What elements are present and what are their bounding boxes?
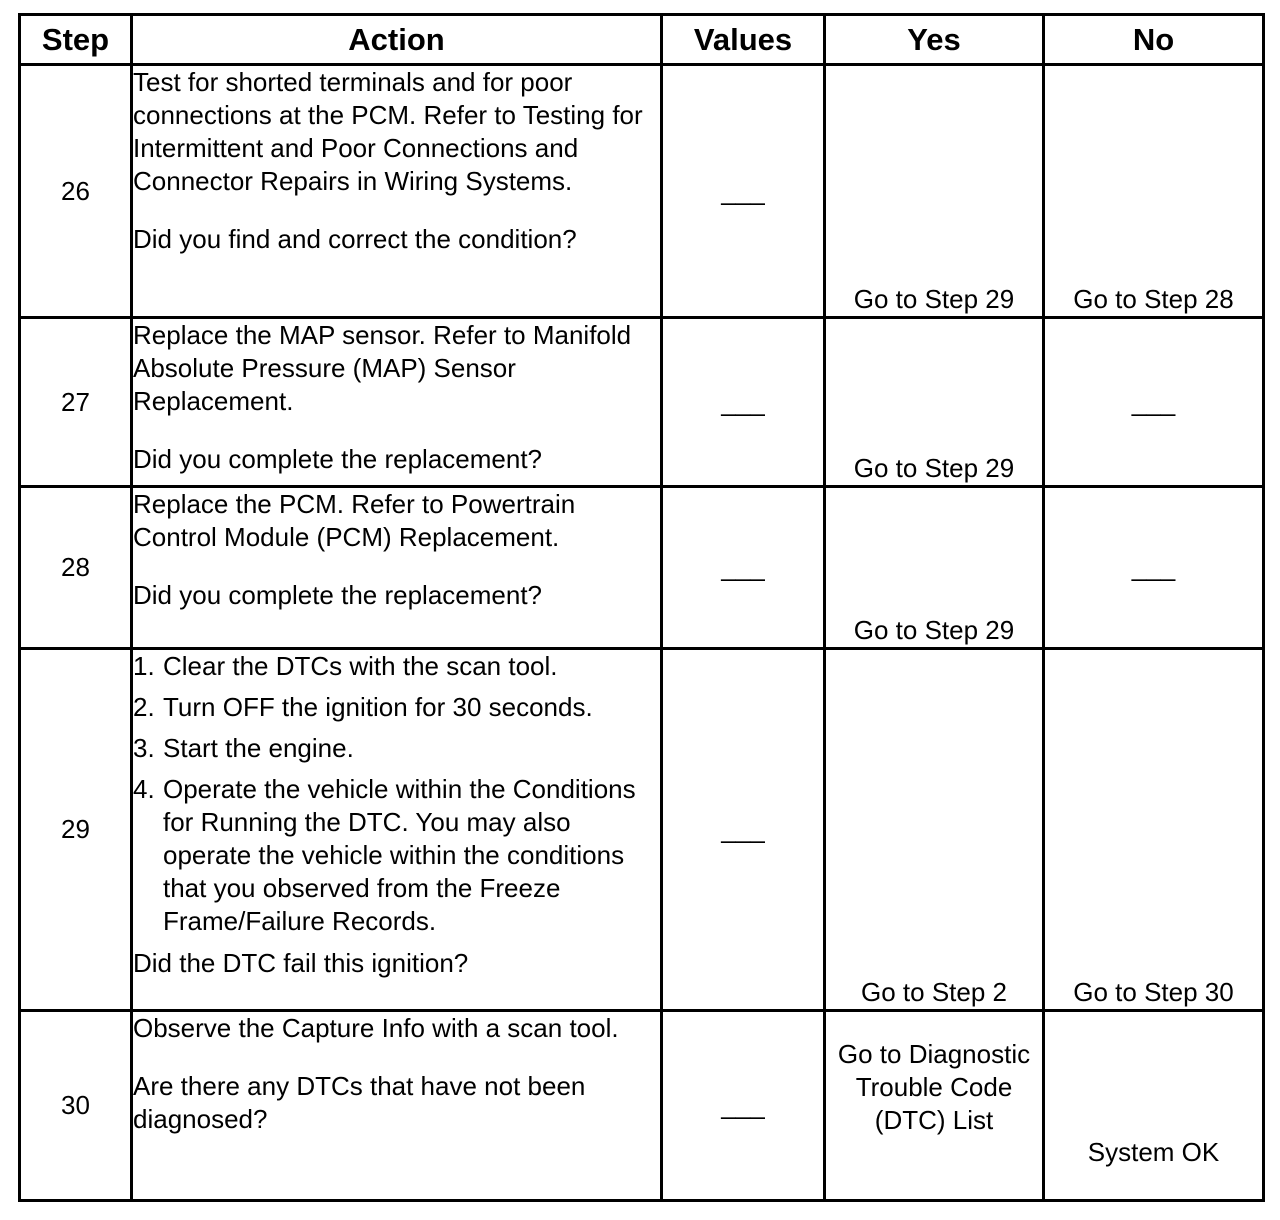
action-question: Did you complete the replacement? xyxy=(133,580,543,610)
table-row xyxy=(20,318,1264,487)
table-row xyxy=(20,487,1264,649)
action-question: Did you complete the replacement? xyxy=(133,444,543,474)
substep-item xyxy=(133,691,660,724)
action-text: Replace the PCM. Refer to Powertrain Control Module (PCM) Replacement. xyxy=(133,489,576,552)
values-cell xyxy=(662,1011,825,1201)
yes-cell: Go to Diagnostic Trouble Code (DTC) List xyxy=(825,1011,1044,1201)
substep-text: Start the engine. xyxy=(163,733,354,763)
yes-cell: Go to Step 29 xyxy=(825,318,1044,487)
substep-text: Clear the DTCs with the scan tool. xyxy=(163,651,558,681)
action-cell xyxy=(132,487,662,649)
action-question: Did you find and correct the condition? xyxy=(133,224,577,254)
values-text: ___ xyxy=(721,1090,765,1120)
header-row xyxy=(20,15,1264,65)
values-text: ___ xyxy=(721,814,765,844)
action-cell xyxy=(132,65,662,318)
substep-item xyxy=(133,732,660,765)
header-yes: Yes xyxy=(825,15,1044,65)
substep-text: Turn OFF the ignition for 30 seconds. xyxy=(163,692,593,722)
table-row xyxy=(20,65,1264,318)
table-row xyxy=(20,649,1264,1011)
yes-cell: Go to Step 29 xyxy=(825,65,1044,318)
no-cell: ___ xyxy=(1044,487,1264,649)
substep-number: 3. xyxy=(133,733,155,763)
substep-text: Operate the vehicle within the Conditions for Running the DTC. You may also operate the vehicle within the conditions that you observed from the Freeze Frame/Failure Records. xyxy=(163,774,636,936)
values-cell xyxy=(662,649,825,1011)
values-cell xyxy=(662,487,825,649)
action-cell xyxy=(132,1011,662,1201)
substep-item xyxy=(133,650,660,683)
substep-list xyxy=(133,650,660,938)
table-row xyxy=(20,1011,1264,1201)
substep-number: 2. xyxy=(133,692,155,722)
header-no: No xyxy=(1044,15,1264,65)
no-cell: Go to Step 30 xyxy=(1044,649,1264,1011)
step-number: 30 xyxy=(20,1011,132,1201)
values-text: ___ xyxy=(721,386,765,417)
action-text: Test for shorted terminals and for poor connections at the PCM. Refer to Testing for Intermittent and Poor Connections and Connector Repairs in Wiring Systems. xyxy=(133,67,643,196)
step-number: 28 xyxy=(20,487,132,649)
no-cell: System OK xyxy=(1044,1011,1264,1201)
step-number: 27 xyxy=(20,318,132,487)
header-step: Step xyxy=(20,15,132,65)
substep-number: 4. xyxy=(133,774,155,804)
header-values: Values xyxy=(662,15,825,65)
values-text: ___ xyxy=(721,552,765,582)
action-cell xyxy=(132,318,662,487)
no-cell: ___ xyxy=(1044,318,1264,487)
values-cell xyxy=(662,65,825,318)
values-cell xyxy=(662,318,825,487)
substep-number: 1. xyxy=(133,651,155,681)
action-question: Did the DTC fail this ignition? xyxy=(133,948,469,978)
step-number: 26 xyxy=(20,65,132,318)
action-question: Are there any DTCs that have not been diagnosed? xyxy=(133,1071,586,1134)
action-cell xyxy=(132,649,662,1011)
yes-cell: Go to Step 2 xyxy=(825,649,1044,1011)
step-number: 29 xyxy=(20,649,132,1011)
diagnostic-table xyxy=(18,13,1265,1202)
substep-item xyxy=(133,773,660,938)
no-cell: Go to Step 28 xyxy=(1044,65,1264,318)
action-text: Replace the MAP sensor. Refer to Manifold Absolute Pressure (MAP) Sensor Replacement. xyxy=(133,320,632,416)
header-action: Action xyxy=(132,15,662,65)
action-text: Observe the Capture Info with a scan tool. xyxy=(133,1013,619,1043)
values-text: ___ xyxy=(721,175,765,206)
yes-cell: Go to Step 29 xyxy=(825,487,1044,649)
